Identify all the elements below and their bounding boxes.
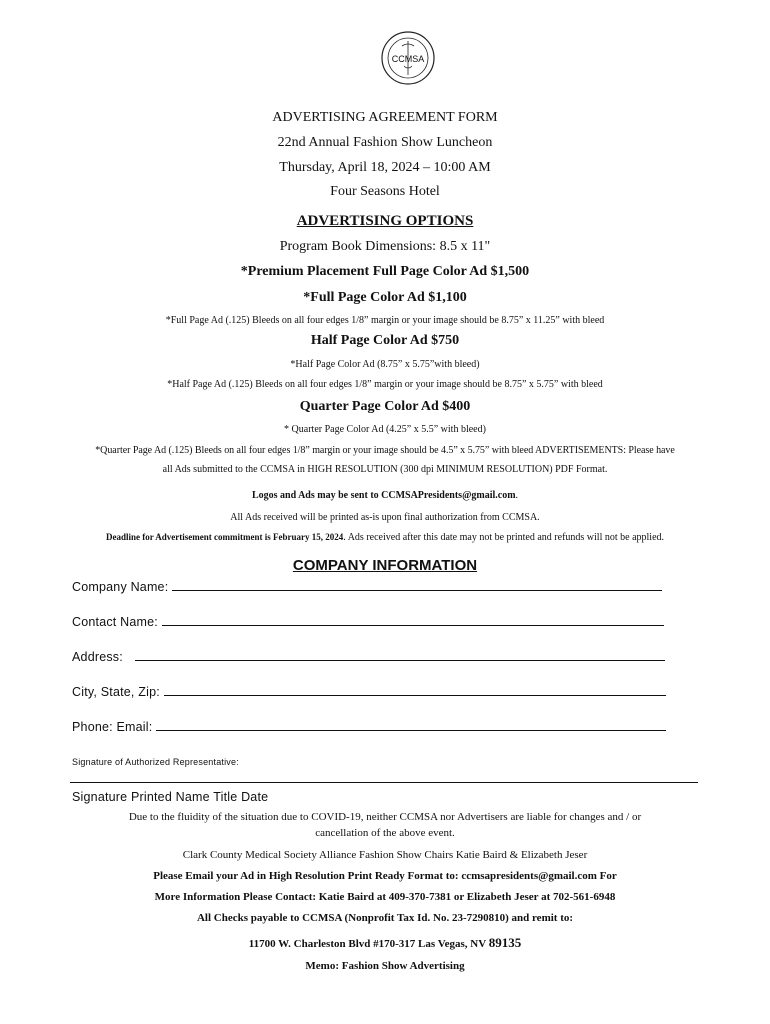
address-label: Address:	[72, 650, 123, 664]
contact-info: More Information Please Contact: Katie Baird at 409-370-7381 or Elizabeth Jeser at 702-561-6948	[154, 891, 616, 903]
signature-line[interactable]	[70, 782, 698, 783]
print-as-is-note: All Ads received will be printed as-is upon final authorization from CCMSA.	[230, 512, 540, 523]
company-name-label: Company Name:	[72, 580, 169, 594]
logos-submission-period: .	[515, 490, 519, 501]
premium-ad-option: *Premium Placement Full Page Color Ad $1,500	[240, 264, 530, 279]
chairs-line: Clark County Medical Society Alliance Fashion Show Chairs Katie Baird & Elizabeth Jeser	[182, 849, 588, 861]
phone-email-line[interactable]	[156, 720, 666, 731]
full-page-ad-option: *Full Page Color Ad $1,100	[303, 290, 467, 305]
event-date: Thursday, April 18, 2024 – 10:00 AM	[279, 160, 491, 175]
mailing-zip: 89135	[488, 935, 522, 950]
company-name-line[interactable]	[172, 580, 662, 591]
address-line[interactable]	[135, 650, 665, 661]
deadline-line	[0, 532, 770, 543]
mailing-address: 11700 W. Charleston Blvd #170-317 Las Vegas, NV	[248, 938, 489, 950]
quarter-page-ad-note-3: all Ads submitted to the CCMSA in HIGH RESOLUTION (300 dpi MINIMUM RESOLUTION) PDF Format.	[162, 464, 608, 475]
ccmsa-seal-icon	[380, 30, 436, 86]
contact-name-field[interactable]	[72, 615, 664, 629]
event-name: 22nd Annual Fashion Show Luncheon	[277, 135, 493, 150]
company-name-field[interactable]	[72, 580, 662, 594]
logo-text: CCMSA	[391, 54, 425, 64]
quarter-page-ad-note-2: *Quarter Page Ad (.125) Bleeds on all four edges 1/8” margin or your image should be 4.5” x 5.75” with bleed ADVERTISEMENTS: Please have	[95, 445, 675, 456]
covid-notice-2: cancellation of the above event.	[315, 827, 455, 839]
signature-caption: Signature Printed Name Title Date	[72, 790, 269, 804]
email-instructions: Please Email your Ad in High Resolution Print Ready Format to: ccmsapresidents@gmail.com For	[153, 870, 617, 882]
city-state-zip-line[interactable]	[164, 685, 666, 696]
full-page-ad-note: *Full Page Ad (.125) Bleeds on all four edges 1/8” margin or your image should be 8.75” x 11.25” with bleed	[165, 315, 605, 326]
city-state-zip-field[interactable]	[72, 685, 666, 699]
form-title: ADVERTISING AGREEMENT FORM	[272, 110, 498, 125]
memo-line: Memo: Fashion Show Advertising	[305, 960, 465, 972]
quarter-page-ad-note-1: * Quarter Page Color Ad (4.25” x 5.5” with bleed)	[284, 424, 486, 435]
logos-submission-line	[0, 490, 770, 501]
address-field[interactable]	[72, 650, 665, 664]
mailing-address-line	[0, 935, 770, 951]
deadline-rest: . Ads received after this date may not be printed and refunds will not be applied.	[343, 532, 665, 543]
signature-label: Signature of Authorized Representative:	[72, 757, 239, 767]
checks-payable: All Checks payable to CCMSA (Nonprofit Tax Id. No. 23-7290810) and remit to:	[196, 912, 574, 924]
contact-name-label: Contact Name:	[72, 615, 158, 629]
phone-email-label: Phone: Email:	[72, 720, 153, 734]
phone-email-field[interactable]	[72, 720, 666, 734]
ccmsa-logo	[380, 30, 436, 86]
covid-notice-1: Due to the fluidity of the situation due to COVID-19, neither CCMSA nor Advertisers are liable for changes and / or	[128, 811, 642, 823]
city-state-zip-label: City, State, Zip:	[72, 685, 160, 699]
program-dimensions: Program Book Dimensions: 8.5 x 11"	[279, 239, 491, 254]
quarter-page-ad-option: Quarter Page Color Ad $400	[299, 399, 471, 414]
company-information-heading: COMPANY INFORMATION	[292, 557, 478, 574]
event-venue: Four Seasons Hotel	[330, 184, 440, 199]
half-page-ad-note-2: *Half Page Ad (.125) Bleeds on all four edges 1/8” margin or your image should be 8.75” x 5.75” with bleed	[167, 379, 603, 390]
deadline-bold: Deadline for Advertisement commitment is February 15, 2024	[105, 532, 344, 542]
half-page-ad-note-1: *Half Page Color Ad (8.75” x 5.75”with bleed)	[290, 359, 480, 370]
logos-submission-text: Logos and Ads may be sent to CCMSAPresidents@gmail.com	[251, 490, 516, 501]
contact-name-line[interactable]	[162, 615, 664, 626]
advertising-options-heading: ADVERTISING OPTIONS	[296, 213, 474, 229]
half-page-ad-option: Half Page Color Ad $750	[310, 333, 460, 348]
